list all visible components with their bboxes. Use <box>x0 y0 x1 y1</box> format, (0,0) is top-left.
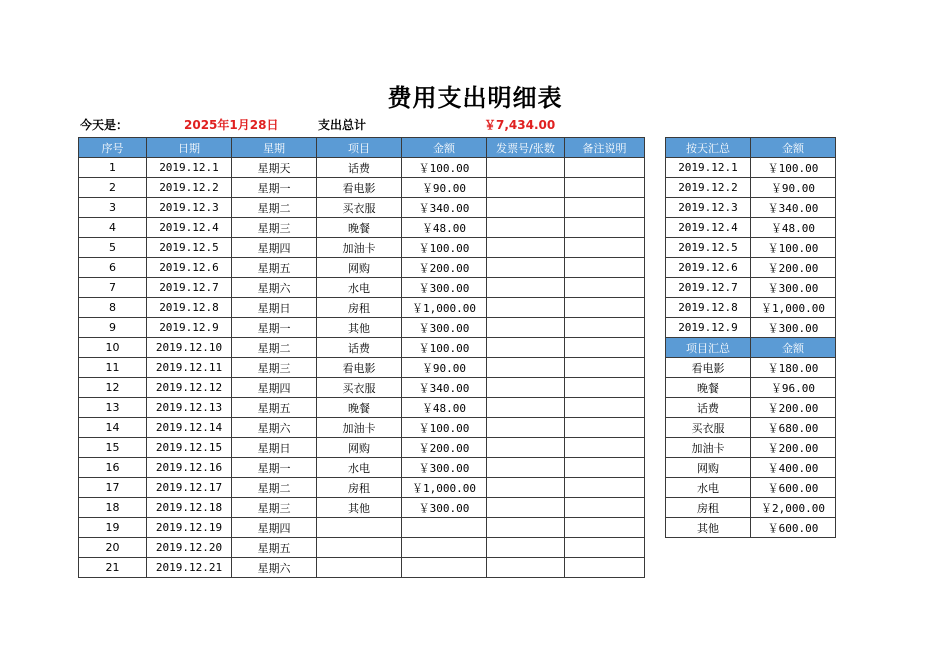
cell-item[interactable]: 网购 <box>317 258 402 278</box>
cell-note[interactable] <box>565 478 645 498</box>
cell-note[interactable] <box>565 538 645 558</box>
cell-item[interactable] <box>317 558 402 578</box>
cell-weekday[interactable]: 星期六 <box>232 558 317 578</box>
cell-note[interactable] <box>565 518 645 538</box>
cell-weekday[interactable]: 星期三 <box>232 218 317 238</box>
summary-item-amount[interactable]: ￥200.00 <box>751 438 836 458</box>
cell-item[interactable]: 话费 <box>317 158 402 178</box>
table-row <box>79 378 645 398</box>
cell-item[interactable]: 网购 <box>317 438 402 458</box>
cell-weekday[interactable]: 星期四 <box>232 518 317 538</box>
cell-no[interactable]: 9 <box>79 318 147 338</box>
header-no[interactable]: 序号 <box>79 138 147 158</box>
cell-weekday[interactable]: 星期六 <box>232 418 317 438</box>
cell-note[interactable] <box>565 338 645 358</box>
daily-summary-row <box>666 158 836 178</box>
summary-date[interactable]: 2019.12.4 <box>666 218 751 238</box>
cell-no[interactable]: 7 <box>79 278 147 298</box>
cell-no[interactable]: 16 <box>79 458 147 478</box>
table-row <box>79 258 645 278</box>
summary-date[interactable]: 2019.12.6 <box>666 258 751 278</box>
cell-note[interactable] <box>565 198 645 218</box>
cell-amount[interactable]: ￥48.00 <box>402 218 487 238</box>
item-summary-row <box>666 378 836 398</box>
header-daily-amount[interactable]: 金额 <box>751 138 836 158</box>
daily-summary-row <box>666 178 836 198</box>
summary-item-amount[interactable]: ￥600.00 <box>751 518 836 538</box>
cell-amount[interactable]: ￥90.00 <box>402 178 487 198</box>
summary-table <box>665 137 836 538</box>
cell-item[interactable] <box>317 518 402 538</box>
cell-item[interactable]: 加油卡 <box>317 418 402 438</box>
cell-item[interactable] <box>317 538 402 558</box>
table-row <box>79 218 645 238</box>
table-row <box>79 238 645 258</box>
cell-no[interactable]: 13 <box>79 398 147 418</box>
cell-amount[interactable]: ￥300.00 <box>402 318 487 338</box>
cell-invoice[interactable] <box>487 418 565 438</box>
header-invoice[interactable]: 发票号/张数 <box>487 138 565 158</box>
cell-invoice[interactable] <box>487 218 565 238</box>
cell-weekday[interactable]: 星期天 <box>232 158 317 178</box>
summary-item-amount[interactable]: ￥96.00 <box>751 378 836 398</box>
header-item-summary[interactable]: 项目汇总 <box>666 338 751 358</box>
cell-item[interactable]: 房租 <box>317 298 402 318</box>
cell-invoice[interactable] <box>487 238 565 258</box>
cell-invoice[interactable] <box>487 458 565 478</box>
cell-amount[interactable]: ￥100.00 <box>402 338 487 358</box>
total-value: ￥7,434.00 <box>484 118 556 132</box>
item-summary-row <box>666 418 836 438</box>
cell-invoice[interactable] <box>487 358 565 378</box>
summary-date[interactable]: 2019.12.7 <box>666 278 751 298</box>
summary-amount[interactable]: ￥100.00 <box>751 158 836 178</box>
cell-note[interactable] <box>565 178 645 198</box>
header-date[interactable]: 日期 <box>147 138 232 158</box>
cell-date[interactable]: 2019.12.12 <box>147 378 232 398</box>
cell-weekday[interactable]: 星期一 <box>232 178 317 198</box>
cell-date[interactable]: 2019.12.15 <box>147 438 232 458</box>
summary-date[interactable]: 2019.12.5 <box>666 238 751 258</box>
cell-amount[interactable] <box>402 558 487 578</box>
cell-invoice[interactable] <box>487 198 565 218</box>
cell-amount[interactable]: ￥1,000.00 <box>402 478 487 498</box>
table-row <box>79 198 645 218</box>
table-row <box>79 178 645 198</box>
summary-amount[interactable]: ￥300.00 <box>751 318 836 338</box>
summary-item[interactable]: 加油卡 <box>666 438 751 458</box>
cell-item[interactable]: 看电影 <box>317 358 402 378</box>
cell-no[interactable]: 3 <box>79 198 147 218</box>
summary-amount[interactable]: ￥100.00 <box>751 238 836 258</box>
cell-amount[interactable]: ￥1,000.00 <box>402 298 487 318</box>
cell-invoice[interactable] <box>487 298 565 318</box>
cell-invoice[interactable] <box>487 438 565 458</box>
cell-item[interactable]: 买衣服 <box>317 378 402 398</box>
table-row <box>79 418 645 438</box>
cell-note[interactable] <box>565 218 645 238</box>
cell-note[interactable] <box>565 558 645 578</box>
cell-amount[interactable]: ￥48.00 <box>402 398 487 418</box>
cell-date[interactable]: 2019.12.2 <box>147 178 232 198</box>
table-row <box>79 338 645 358</box>
table-row <box>79 538 645 558</box>
cell-note[interactable] <box>565 258 645 278</box>
cell-weekday[interactable]: 星期日 <box>232 438 317 458</box>
table-row <box>79 298 645 318</box>
table-row <box>79 478 645 498</box>
summary-item[interactable]: 买衣服 <box>666 418 751 438</box>
daily-summary-row <box>666 218 836 238</box>
cell-weekday[interactable]: 星期三 <box>232 498 317 518</box>
cell-amount[interactable]: ￥300.00 <box>402 278 487 298</box>
sheet-title: 费用支出明细表 <box>387 84 563 112</box>
header-daily-summary[interactable]: 按天汇总 <box>666 138 751 158</box>
summary-amount[interactable]: ￥48.00 <box>751 218 836 238</box>
cell-note[interactable] <box>565 498 645 518</box>
cell-no[interactable]: 17 <box>79 478 147 498</box>
summary-item-amount[interactable]: ￥200.00 <box>751 398 836 418</box>
cell-no[interactable]: 8 <box>79 298 147 318</box>
summary-date[interactable]: 2019.12.9 <box>666 318 751 338</box>
cell-invoice[interactable] <box>487 518 565 538</box>
cell-date[interactable]: 2019.12.6 <box>147 258 232 278</box>
cell-invoice[interactable] <box>487 498 565 518</box>
total-label: 支出总计 <box>318 118 367 132</box>
cell-amount[interactable]: ￥90.00 <box>402 358 487 378</box>
cell-date[interactable]: 2019.12.14 <box>147 418 232 438</box>
table-row <box>79 318 645 338</box>
cell-amount[interactable]: ￥300.00 <box>402 458 487 478</box>
header-weekday[interactable]: 星期 <box>232 138 317 158</box>
cell-weekday[interactable]: 星期三 <box>232 358 317 378</box>
cell-date[interactable]: 2019.12.9 <box>147 318 232 338</box>
cell-no[interactable]: 4 <box>79 218 147 238</box>
cell-no[interactable]: 15 <box>79 438 147 458</box>
daily-summary-row <box>666 318 836 338</box>
cell-note[interactable] <box>565 278 645 298</box>
item-summary-row <box>666 438 836 458</box>
cell-no[interactable]: 14 <box>79 418 147 438</box>
cell-date[interactable]: 2019.12.21 <box>147 558 232 578</box>
summary-item-amount[interactable]: ￥180.00 <box>751 358 836 378</box>
item-summary-header-row <box>666 338 836 358</box>
cell-note[interactable] <box>565 438 645 458</box>
summary-date[interactable]: 2019.12.3 <box>666 198 751 218</box>
cell-no[interactable]: 20 <box>79 538 147 558</box>
table-row <box>79 398 645 418</box>
summary-item-amount[interactable]: ￥680.00 <box>751 418 836 438</box>
cell-item[interactable]: 其他 <box>317 318 402 338</box>
cell-weekday[interactable]: 星期五 <box>232 398 317 418</box>
item-summary-row <box>666 478 836 498</box>
cell-date[interactable]: 2019.12.7 <box>147 278 232 298</box>
cell-invoice[interactable] <box>487 318 565 338</box>
daily-summary-row <box>666 278 836 298</box>
cell-weekday[interactable]: 星期四 <box>232 378 317 398</box>
summary-item[interactable]: 水电 <box>666 478 751 498</box>
cell-weekday[interactable]: 星期二 <box>232 338 317 358</box>
cell-date[interactable]: 2019.12.16 <box>147 458 232 478</box>
daily-summary-row <box>666 258 836 278</box>
cell-weekday[interactable]: 星期二 <box>232 478 317 498</box>
daily-summary-header-row <box>666 138 836 158</box>
cell-no[interactable]: 18 <box>79 498 147 518</box>
today-label: 今天是： <box>80 118 129 132</box>
header-note[interactable]: 备注说明 <box>565 138 645 158</box>
summary-item[interactable]: 晚餐 <box>666 378 751 398</box>
cell-item[interactable]: 水电 <box>317 458 402 478</box>
cell-date[interactable]: 2019.12.4 <box>147 218 232 238</box>
summary-item-amount[interactable]: ￥400.00 <box>751 458 836 478</box>
cell-no[interactable]: 1 <box>79 158 147 178</box>
cell-no[interactable]: 12 <box>79 378 147 398</box>
cell-date[interactable]: 2019.12.5 <box>147 238 232 258</box>
cell-no[interactable]: 19 <box>79 518 147 538</box>
header-amount[interactable]: 金额 <box>402 138 487 158</box>
cell-date[interactable]: 2019.12.11 <box>147 358 232 378</box>
cell-invoice[interactable] <box>487 338 565 358</box>
daily-summary-row <box>666 198 836 218</box>
summary-amount[interactable]: ￥340.00 <box>751 198 836 218</box>
cell-date[interactable]: 2019.12.3 <box>147 198 232 218</box>
cell-no[interactable]: 6 <box>79 258 147 278</box>
cell-invoice[interactable] <box>487 178 565 198</box>
cell-invoice[interactable] <box>487 158 565 178</box>
cell-date[interactable]: 2019.12.17 <box>147 478 232 498</box>
cell-date[interactable]: 2019.12.13 <box>147 398 232 418</box>
summary-amount[interactable]: ￥200.00 <box>751 258 836 278</box>
today-value: 2025年1月28日 <box>184 118 279 132</box>
cell-item[interactable]: 晚餐 <box>317 398 402 418</box>
cell-amount[interactable]: ￥300.00 <box>402 498 487 518</box>
summary-date[interactable]: 2019.12.1 <box>666 158 751 178</box>
cell-invoice[interactable] <box>487 478 565 498</box>
summary-date[interactable]: 2019.12.8 <box>666 298 751 318</box>
cell-invoice[interactable] <box>487 398 565 418</box>
cell-weekday[interactable]: 星期二 <box>232 198 317 218</box>
daily-summary-row <box>666 298 836 318</box>
cell-invoice[interactable] <box>487 538 565 558</box>
cell-note[interactable] <box>565 238 645 258</box>
cell-invoice[interactable] <box>487 258 565 278</box>
cell-item[interactable]: 看电影 <box>317 178 402 198</box>
cell-item[interactable]: 话费 <box>317 338 402 358</box>
cell-invoice[interactable] <box>487 558 565 578</box>
cell-weekday[interactable]: 星期一 <box>232 458 317 478</box>
header-item[interactable]: 项目 <box>317 138 402 158</box>
summary-item[interactable]: 房租 <box>666 498 751 518</box>
table-row <box>79 558 645 578</box>
summary-amount[interactable]: ￥90.00 <box>751 178 836 198</box>
item-summary-row <box>666 398 836 418</box>
cell-weekday[interactable]: 星期日 <box>232 298 317 318</box>
cell-weekday[interactable]: 星期五 <box>232 538 317 558</box>
summary-item[interactable]: 话费 <box>666 398 751 418</box>
item-summary-row <box>666 358 836 378</box>
summary-item-amount[interactable]: ￥600.00 <box>751 478 836 498</box>
cell-note[interactable] <box>565 418 645 438</box>
cell-amount[interactable]: ￥100.00 <box>402 158 487 178</box>
cell-amount[interactable]: ￥100.00 <box>402 418 487 438</box>
summary-item[interactable]: 网购 <box>666 458 751 478</box>
table-row <box>79 458 645 478</box>
table-row <box>79 498 645 518</box>
cell-weekday[interactable]: 星期一 <box>232 318 317 338</box>
cell-note[interactable] <box>565 158 645 178</box>
cell-item[interactable]: 其他 <box>317 498 402 518</box>
cell-amount[interactable] <box>402 518 487 538</box>
cell-amount[interactable] <box>402 538 487 558</box>
summary-date[interactable]: 2019.12.2 <box>666 178 751 198</box>
header-item-amount[interactable]: 金额 <box>751 338 836 358</box>
cell-note[interactable] <box>565 358 645 378</box>
cell-no[interactable]: 11 <box>79 358 147 378</box>
table-row <box>79 358 645 378</box>
cell-item[interactable]: 加油卡 <box>317 238 402 258</box>
cell-no[interactable]: 2 <box>79 178 147 198</box>
cell-weekday[interactable]: 星期四 <box>232 238 317 258</box>
cell-invoice[interactable] <box>487 378 565 398</box>
cell-no[interactable]: 5 <box>79 238 147 258</box>
cell-no[interactable]: 10 <box>79 338 147 358</box>
cell-date[interactable]: 2019.12.1 <box>147 158 232 178</box>
cell-note[interactable] <box>565 398 645 418</box>
cell-amount[interactable]: ￥340.00 <box>402 198 487 218</box>
summary-item[interactable]: 看电影 <box>666 358 751 378</box>
summary-amount[interactable]: ￥300.00 <box>751 278 836 298</box>
cell-item[interactable]: 水电 <box>317 278 402 298</box>
item-summary-row <box>666 518 836 538</box>
expense-detail-table <box>78 137 645 578</box>
cell-amount[interactable]: ￥200.00 <box>402 258 487 278</box>
summary-item[interactable]: 其他 <box>666 518 751 538</box>
cell-note[interactable] <box>565 378 645 398</box>
table-row <box>79 438 645 458</box>
cell-date[interactable]: 2019.12.18 <box>147 498 232 518</box>
daily-summary-row <box>666 238 836 258</box>
summary-item-amount[interactable]: ￥2,000.00 <box>751 498 836 518</box>
table-row <box>79 158 645 178</box>
table-row <box>79 518 645 538</box>
item-summary-row <box>666 498 836 518</box>
cell-date[interactable]: 2019.12.10 <box>147 338 232 358</box>
cell-item[interactable]: 房租 <box>317 478 402 498</box>
cell-note[interactable] <box>565 458 645 478</box>
cell-note[interactable] <box>565 318 645 338</box>
cell-weekday[interactable]: 星期五 <box>232 258 317 278</box>
table-row <box>79 278 645 298</box>
cell-note[interactable] <box>565 298 645 318</box>
cell-no[interactable]: 21 <box>79 558 147 578</box>
cell-item[interactable]: 晚餐 <box>317 218 402 238</box>
table-header-row <box>79 138 645 158</box>
cell-weekday[interactable]: 星期六 <box>232 278 317 298</box>
cell-amount[interactable]: ￥200.00 <box>402 438 487 458</box>
cell-date[interactable]: 2019.12.19 <box>147 518 232 538</box>
cell-invoice[interactable] <box>487 278 565 298</box>
item-summary-row <box>666 458 836 478</box>
cell-item[interactable]: 买衣服 <box>317 198 402 218</box>
cell-amount[interactable]: ￥100.00 <box>402 238 487 258</box>
cell-date[interactable]: 2019.12.20 <box>147 538 232 558</box>
summary-amount[interactable]: ￥1,000.00 <box>751 298 836 318</box>
cell-amount[interactable]: ￥340.00 <box>402 378 487 398</box>
cell-date[interactable]: 2019.12.8 <box>147 298 232 318</box>
